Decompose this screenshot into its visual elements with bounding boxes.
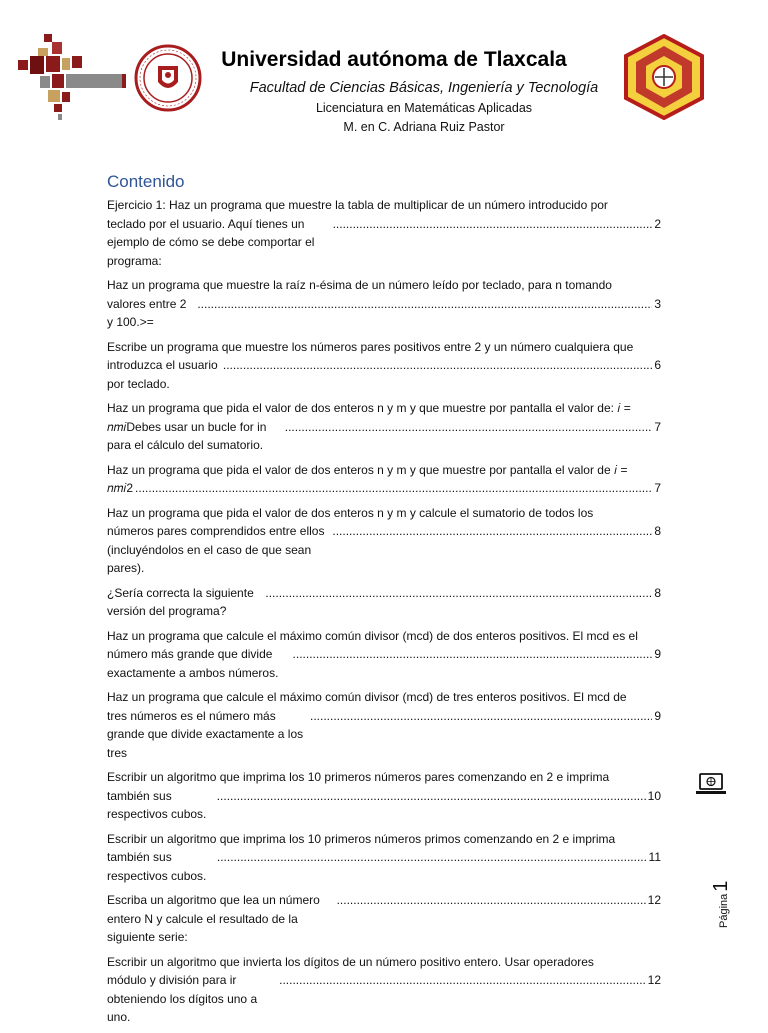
toc-entry[interactable]: [107, 461, 661, 498]
teacher-name: M. en C. Adriana Ruiz Pastor: [343, 120, 505, 134]
toc-entry[interactable]: [107, 627, 661, 683]
university-title: Universidad autónoma de Tlaxcala: [221, 48, 567, 71]
toc-list: [107, 196, 661, 1027]
toc-entry[interactable]: [107, 953, 661, 1027]
toc-entry[interactable]: [107, 276, 661, 332]
toc-entry[interactable]: [107, 688, 661, 762]
toc-leader-dots: [223, 356, 652, 375]
toc-entry[interactable]: [107, 196, 661, 270]
toc-entry-text: Haz un programa que pida el valor de dos enteros n y m y que muestre por pantalla el valor de 𝑖 =: [107, 462, 628, 477]
toc-leader-dots: [332, 522, 652, 541]
toc-leader-dots: [197, 295, 652, 314]
toc-page-number: 8: [654, 585, 661, 600]
toc-entry-text: teclado por el usuario. Aquí tienes un ejemplo de cómo se debe comportar el programa:: [107, 216, 315, 268]
toc-page-number: 8: [654, 524, 661, 538]
toc-leader-dots: [265, 584, 652, 603]
toc-page-number: 7: [654, 419, 661, 434]
page-number: 1: [710, 880, 732, 892]
toc-entry-text: Haz un programa que muestre la raíz n-ésima de un número leído por teclado, para n tomando: [107, 278, 612, 292]
toc-entry-text: Escribir un algoritmo que imprima los 10 primeros números pares comenzando en 2 e imprima: [107, 770, 610, 784]
toc-page-number: 3: [654, 296, 661, 311]
toc-page-number: 7: [654, 481, 661, 495]
faculty-crest: [622, 34, 706, 120]
toc-entry-text: Escribir un algoritmo que invierta los dígitos de un número positivo entero. Usar operadores: [107, 954, 594, 969]
toc-leader-dots: [217, 848, 647, 867]
toc-entry[interactable]: [107, 891, 661, 947]
toc-entry-text: Escriba un algoritmo que lea un número entero N y calcule el resultado de la siguiente serie:: [107, 893, 320, 944]
toc-entry-text: número más grande que divide exactamente a ambos números.: [107, 647, 279, 680]
toc-page-number: 12: [647, 973, 661, 987]
toc-entry-text: también sus respectivos cubos.: [107, 788, 207, 821]
toc-entry[interactable]: [107, 399, 661, 455]
toc-entry[interactable]: [107, 830, 661, 886]
toc-entry-text: Escribir un algoritmo que imprima los 10 primeros números primos comenzando en 2 e imprima: [107, 831, 616, 846]
toc-page-number: 2: [654, 216, 661, 231]
toc-page-number: 6: [654, 358, 661, 372]
toc-leader-dots: [337, 891, 646, 910]
toc-entry-text: valores entre 2 y 100.>=: [107, 296, 187, 329]
toc-leader-dots: [293, 645, 653, 664]
toc-page-number: 11: [648, 850, 661, 864]
page-label: Página: [718, 893, 730, 928]
toc-leader-dots: [333, 215, 653, 234]
toc-entry-text: Ejercicio 1: Haz un programa que muestre la tabla de multiplicar de un número introducido por: [107, 198, 608, 212]
toc-entry-text: módulo y división para ir obteniendo los dígitos uno a uno.: [107, 973, 258, 1024]
toc-leader-dots: [285, 418, 653, 437]
toc-page-number: 9: [654, 708, 661, 723]
toc-entry-text: introduzca el usuario por teclado.: [107, 358, 218, 391]
table-of-contents: [107, 172, 661, 1033]
toc-entry-text: Haz un programa que pida el valor de dos enteros n y m y calcule el sumatorio de todos los: [107, 505, 594, 520]
toc-entry[interactable]: [107, 504, 661, 578]
toc-entry-text: Haz un programa que calcule el máximo común divisor (mcd) de tres enteros positivos. El mcd de: [107, 690, 627, 704]
toc-entry-text: Haz un programa que pida el valor de dos enteros n y m y que muestre por pantalla el valor de: 𝑖 =: [107, 401, 631, 415]
toc-heading: Contenido: [107, 172, 185, 191]
laptop-icon: [695, 772, 727, 796]
toc-leader-dots: [135, 479, 652, 498]
toc-entry[interactable]: [107, 768, 661, 824]
toc-entry[interactable]: [107, 584, 661, 621]
document-header: [0, 0, 768, 150]
faculty-name: Facultad de Ciencias Básicas, Ingeniería y Tecnología: [249, 80, 599, 96]
toc-page-number: 10: [647, 788, 661, 803]
toc-entry-text: Haz un programa que calcule el máximo común divisor (mcd) de dos enteros positivos. El mcd es el: [107, 628, 638, 643]
toc-leader-dots: [279, 971, 646, 990]
toc-entry-text: 𝑛𝑚𝑖2: [107, 481, 134, 495]
toc-entry-text: 𝑛𝑚𝑖Debes usar un bucle for in para el cálculo del sumatorio.: [107, 419, 267, 452]
toc-entry-text: números pares comprendidos entre ellos (incluyéndolos en el caso de que sean pares).: [107, 524, 325, 575]
page-footer: [700, 868, 740, 932]
toc-entry[interactable]: [107, 338, 661, 394]
toc-leader-dots: [310, 707, 652, 726]
degree-name: Licenciatura en Matemáticas Aplicadas: [315, 101, 533, 115]
toc-leader-dots: [217, 787, 646, 806]
toc-entry-text: tres números es el número más grande que divide exactamente a los tres: [107, 708, 304, 760]
toc-page-number: 9: [654, 647, 661, 661]
toc-entry-text: Escribe un programa que muestre los números pares positivos entre 2 y un número cualquiera que: [107, 339, 634, 354]
toc-entry-text: ¿Sería correcta la siguiente versión del programa?: [107, 585, 254, 618]
toc-entry-text: también sus respectivos cubos.: [107, 850, 207, 883]
toc-page-number: 12: [647, 893, 661, 907]
